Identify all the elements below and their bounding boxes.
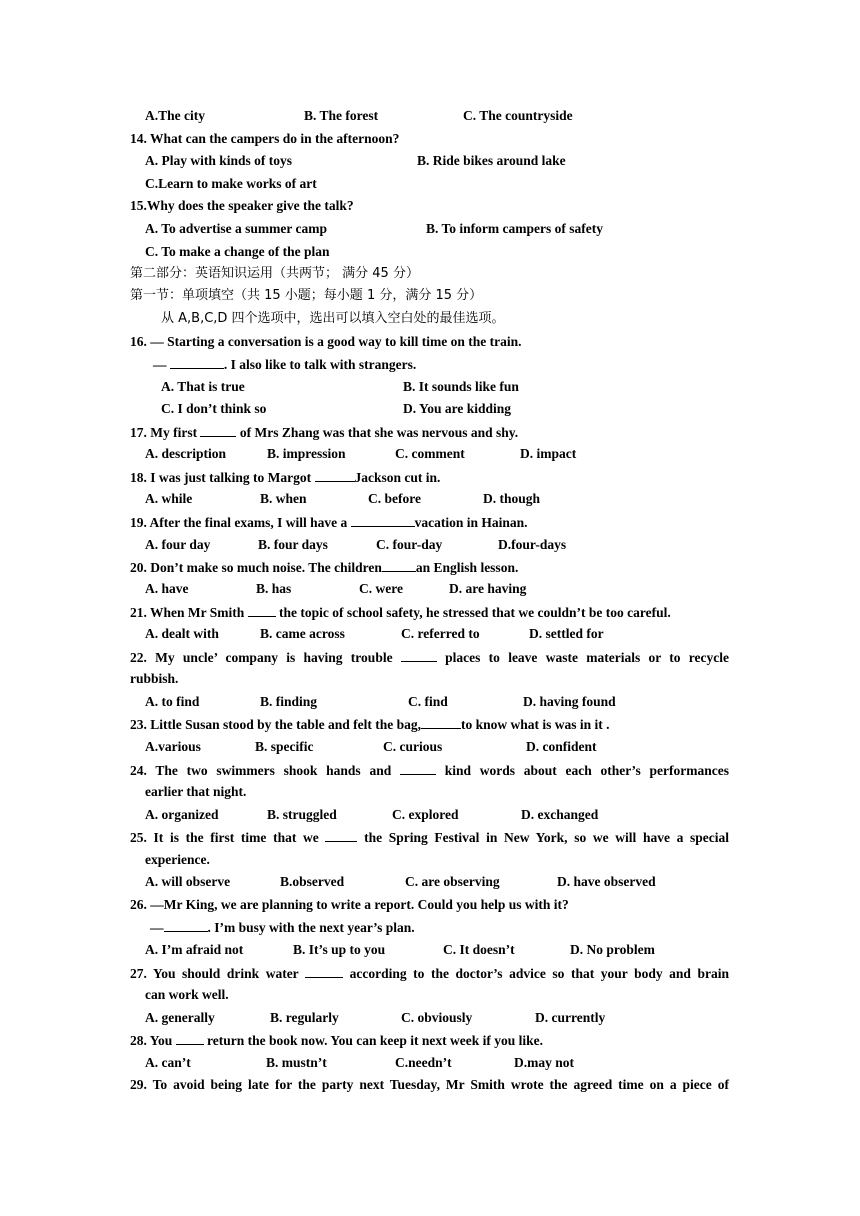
answer-blank [351, 514, 415, 527]
q23-option-c: C. curious [383, 739, 443, 754]
q27-option-b: B. regularly [270, 1010, 339, 1025]
q27-stem [130, 965, 729, 982]
q14-option-b: B. Ride bikes around lake [417, 153, 566, 168]
q29-stem: 29. To avoid being late for the party next Tuesday, Mr Smith wrote the agreed time on a piece of [130, 1077, 729, 1092]
q16-line2 [153, 356, 416, 373]
q13-option-a: A.The city [145, 108, 205, 123]
q25-option-d: D. have observed [557, 874, 656, 889]
q25-stem [130, 829, 729, 846]
q27-stem-cont: can work well. [145, 987, 229, 1002]
q21-stem-post: the topic of school safety, he stressed that we couldn’t be too careful. [279, 605, 671, 620]
q15-option-c: C. To make a change of the plan [145, 244, 330, 259]
answer-blank [315, 469, 355, 482]
q23-stem-pre: 23. Little Susan stood by the table and felt the bag, [130, 717, 422, 732]
q25-stem-post: the Spring Festival in New York, so we will have a special [364, 830, 730, 845]
q19-option-b: B. four days [258, 537, 328, 552]
q19-stem [130, 514, 528, 531]
q22-stem-cont: rubbish. [130, 671, 179, 686]
answer-blank [382, 559, 416, 572]
answer-blank [400, 762, 436, 775]
q24-option-a: A. organized [145, 807, 219, 822]
q21-option-c: C. referred to [401, 626, 480, 641]
q21-stem [130, 604, 671, 621]
q16-line2-text: . I also like to talk with strangers. [223, 357, 417, 372]
q19-option-a: A. four day [145, 537, 211, 552]
q18-stem-pre: 18. I was just talking to Margot [130, 470, 312, 485]
q18-stem-post: Jackson cut in. [354, 470, 441, 485]
q23-stem [130, 716, 610, 733]
q27-stem-pre: 27. You should drink water [130, 966, 299, 981]
q18-option-d: D. though [483, 491, 541, 506]
q21-option-a: A. dealt with [145, 626, 219, 641]
q14-option-c: C.Learn to make works of art [145, 176, 317, 191]
q20-option-a: A. have [145, 581, 189, 596]
q26-option-a: A. I’m afraid not [145, 942, 244, 957]
q17-option-a: A. description [145, 446, 226, 461]
q22-stem-post: places to leave waste materials or to recycle [445, 650, 730, 665]
q20-option-d: D. are having [449, 581, 527, 596]
q22-stem-pre: 22. My uncle’ company is having trouble [130, 650, 393, 665]
q16-option-b: B. It sounds like fun [403, 379, 519, 394]
q18-option-b: B. when [260, 491, 307, 506]
q26-line2-text: . I’m busy with the next year’s plan. [207, 920, 415, 935]
answer-blank [421, 716, 461, 729]
q26-option-d: D. No problem [570, 942, 655, 957]
q18-option-a: A. while [145, 491, 193, 506]
q25-option-c: C. are observing [405, 874, 500, 889]
q28-stem [130, 1032, 543, 1049]
answer-blank [305, 965, 343, 978]
q23-option-a: A.various [145, 739, 201, 754]
q16-option-d: D. You are kidding [403, 401, 512, 416]
q24-option-c: C. explored [392, 807, 459, 822]
q18-stem [130, 469, 440, 486]
q17-stem [130, 424, 518, 441]
q25-stem-pre: 25. It is the first time that we [130, 830, 319, 845]
q21-option-b: B. came across [260, 626, 345, 641]
q17-stem-post: of Mrs Zhang was that she was nervous and shy. [239, 425, 519, 440]
q28-option-d: D.may not [514, 1055, 574, 1070]
q16-option-a: A. That is true [161, 379, 245, 394]
q13-option-b: B. The forest [304, 108, 379, 123]
section1-title: 第一节：单项填空（共 15 小题；每小题 1 分，满分 15 分） [130, 288, 483, 303]
q27-option-d: D. currently [535, 1010, 606, 1025]
q22-option-b: B. finding [260, 694, 318, 709]
q25-stem-cont: experience. [145, 852, 210, 867]
answer-blank [200, 424, 236, 437]
q28-option-b: B. mustn’t [266, 1055, 327, 1070]
q27-option-a: A. generally [145, 1010, 215, 1025]
q16-dash: — [153, 357, 167, 372]
q28-option-a: A. can’t [145, 1055, 191, 1070]
q24-option-d: D. exchanged [521, 807, 599, 822]
q26-option-b: B. It’s up to you [293, 942, 386, 957]
q24-stem [130, 762, 729, 779]
q20-option-c: C. were [359, 581, 403, 596]
q19-stem-pre: 19. After the final exams, I will have a [130, 515, 348, 530]
section1-instruction: 从 A,B,C,D 四个选项中，选出可以填入空白处的最佳选项。 [161, 311, 505, 326]
q24-stem-post: kind words about each other’s performances [444, 763, 730, 778]
answer-blank [176, 1032, 204, 1045]
q20-stem-post: an English lesson. [415, 560, 519, 575]
q20-stem-pre: 20. Don’t make so much noise. The children [130, 560, 382, 575]
q15-option-b: B. To inform campers of safety [426, 221, 603, 236]
q23-option-b: B. specific [255, 739, 314, 754]
q25-option-a: A. will observe [145, 874, 231, 889]
answer-blank [248, 604, 276, 617]
q22-option-d: D. having found [523, 694, 616, 709]
q24-stem-cont: earlier that night. [145, 784, 247, 799]
q16-line1: 16. — Starting a conversation is a good way to kill time on the train. [130, 334, 522, 349]
q26-dash: — [150, 920, 164, 935]
q15-stem: 15.Why does the speaker give the talk? [130, 198, 354, 213]
q23-stem-post: to know what is was in it . [461, 717, 610, 732]
q28-stem-pre: 28. You [130, 1033, 173, 1048]
answer-blank [164, 919, 208, 932]
q23-option-d: D. confident [526, 739, 597, 754]
q14-option-a: A. Play with kinds of toys [145, 153, 293, 168]
q26-option-c: C. It doesn’t [443, 942, 515, 957]
q13-option-c: C. The countryside [463, 108, 573, 123]
q21-stem-pre: 21. When Mr Smith [130, 605, 245, 620]
q22-option-a: A. to find [145, 694, 200, 709]
q28-option-c: C.needn’t [395, 1055, 452, 1070]
q21-option-d: D. settled for [529, 626, 604, 641]
q19-stem-post: vacation in Hainan. [414, 515, 528, 530]
q19-option-d: D.four-days [498, 537, 567, 552]
q18-option-c: C. before [368, 491, 421, 506]
part2-title: 第二部分：英语知识运用（共两节； 满分 45 分） [130, 266, 419, 281]
q25-option-b: B.observed [280, 874, 345, 889]
q16-option-c: C. I don’t think so [161, 401, 267, 416]
answer-blank [170, 356, 224, 369]
q26-line1: 26. —Mr King, we are planning to write a report. Could you help us with it? [130, 897, 569, 912]
q26-line2 [150, 919, 415, 936]
q14-stem: 14. What can the campers do in the afternoon? [130, 131, 400, 146]
q22-option-c: C. find [408, 694, 448, 709]
q17-stem-pre: 17. My first [130, 425, 198, 440]
q24-option-b: B. struggled [267, 807, 337, 822]
q27-option-c: C. obviously [401, 1010, 473, 1025]
q28-stem-post: return the book now. You can keep it next week if you like. [207, 1033, 544, 1048]
q20-stem [130, 559, 518, 576]
q19-option-c: C. four-day [376, 537, 443, 552]
q24-stem-pre: 24. The two swimmers shook hands and [130, 763, 392, 778]
answer-blank [325, 829, 357, 842]
q20-option-b: B. has [256, 581, 292, 596]
q17-option-b: B. impression [267, 446, 346, 461]
q15-option-a: A. To advertise a summer camp [145, 221, 327, 236]
q17-option-c: C. comment [395, 446, 465, 461]
q17-option-d: D. impact [520, 446, 577, 461]
q22-stem [130, 649, 729, 666]
answer-blank [401, 649, 437, 662]
q27-stem-post: according to the doctor’s advice so that your body and brain [349, 966, 730, 981]
